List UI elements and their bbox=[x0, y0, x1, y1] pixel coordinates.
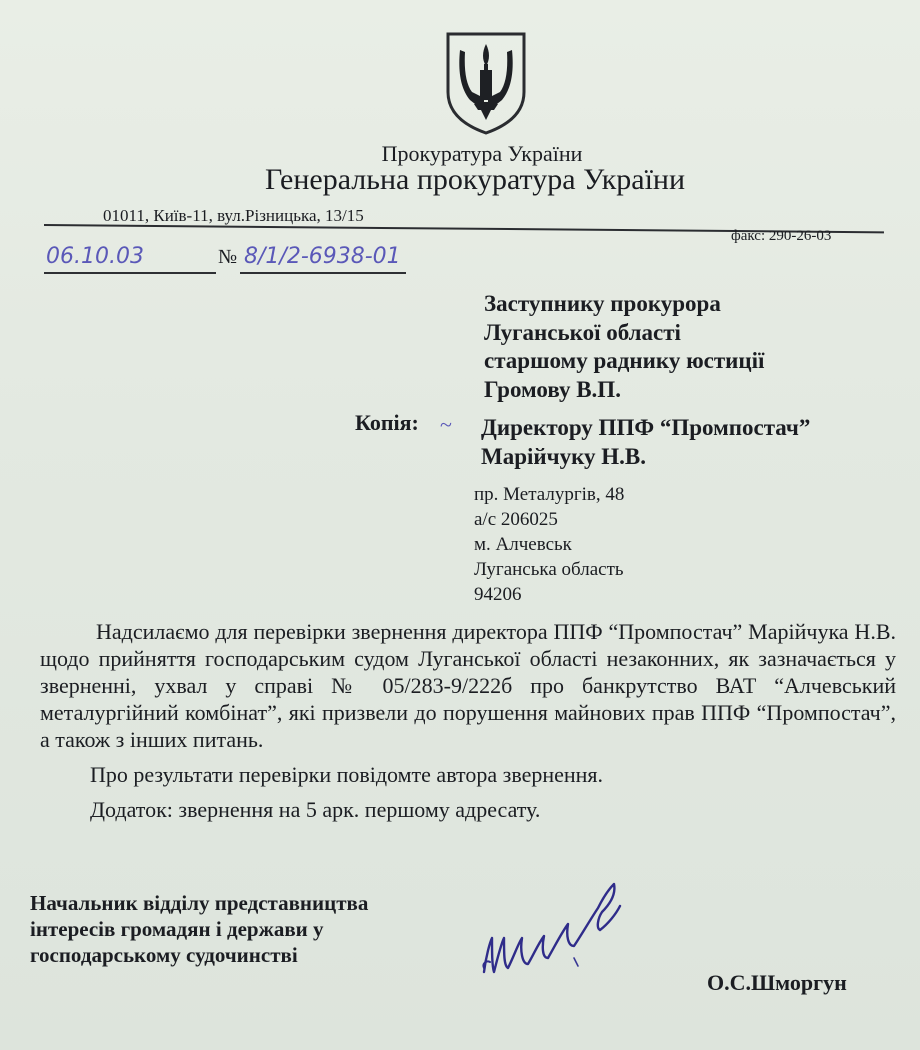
recipient-line: Заступнику прокурора bbox=[484, 291, 721, 316]
org-line-1: Прокуратура України bbox=[381, 141, 583, 166]
body-attachment-line: Додаток: звернення на 5 арк. першому адресату. bbox=[90, 797, 541, 822]
copy-mark: ~ bbox=[440, 412, 452, 437]
copy-recipient-line: Марійчуку Н.В. bbox=[481, 443, 647, 469]
copy-address-line: Луганська область bbox=[474, 559, 624, 580]
trident-coat-of-arms-icon bbox=[444, 30, 528, 136]
signatory-title-line: Начальник відділу представництва bbox=[30, 891, 369, 915]
signatory-title bbox=[30, 890, 368, 968]
signer-name: О.С.Шморгун bbox=[707, 970, 847, 995]
recipient-line: Громову В.П. bbox=[484, 376, 621, 402]
recipient-line: старшому раднику юстиції bbox=[484, 348, 765, 373]
registration-number-label: № bbox=[218, 246, 238, 268]
registration-number: 8/1/2-6938-01 bbox=[244, 244, 401, 269]
copy-address-block bbox=[474, 482, 624, 607]
number-underline bbox=[240, 272, 406, 274]
body-paragraph: Надсилаємо для перевірки звернення директора ППФ “Промпостач” Марійчука Н.В. щодо прийняття господарським судом Луганської області незаконних, як зазначається у зверненні, ухвал у справі № 05/283-9/222б про банкрутство ВАТ “Алчевський металургійний комбінат”, які призвели до порушення майнових прав ППФ “Промпостач”, а також з інших питань. bbox=[40, 619, 896, 752]
copy-address-line: м. Алчевськ bbox=[474, 534, 572, 555]
org-line-2: Генеральна прокуратура України bbox=[264, 163, 686, 196]
body-request-line: Про результати перевірки повідомте автора звернення. bbox=[90, 762, 604, 787]
copy-address-line: а/с 206025 bbox=[474, 509, 558, 530]
org-address: 01011, Київ-11, вул.Різницька, 13/15 bbox=[103, 206, 364, 225]
copy-label: Копія: bbox=[355, 410, 419, 435]
copy-recipient-block bbox=[481, 414, 810, 471]
copy-address-line: 94206 bbox=[474, 584, 522, 605]
date-underline bbox=[44, 272, 216, 274]
recipient-line: Луганської області bbox=[484, 319, 681, 345]
org-fax: факс: 290-26-03 bbox=[731, 228, 832, 244]
handwritten-signature-icon bbox=[470, 872, 640, 990]
registration-date: 06.10.03 bbox=[46, 244, 144, 269]
recipient-block bbox=[484, 290, 764, 404]
copy-recipient-line: Директору ППФ “Промпостач” bbox=[481, 415, 811, 440]
copy-address-line: пр. Металургів, 48 bbox=[474, 484, 625, 505]
signatory-title-line: інтересів громадян і держави у bbox=[30, 917, 324, 941]
signatory-title-line: господарському судочинстві bbox=[30, 943, 298, 967]
letter-body bbox=[40, 618, 896, 823]
